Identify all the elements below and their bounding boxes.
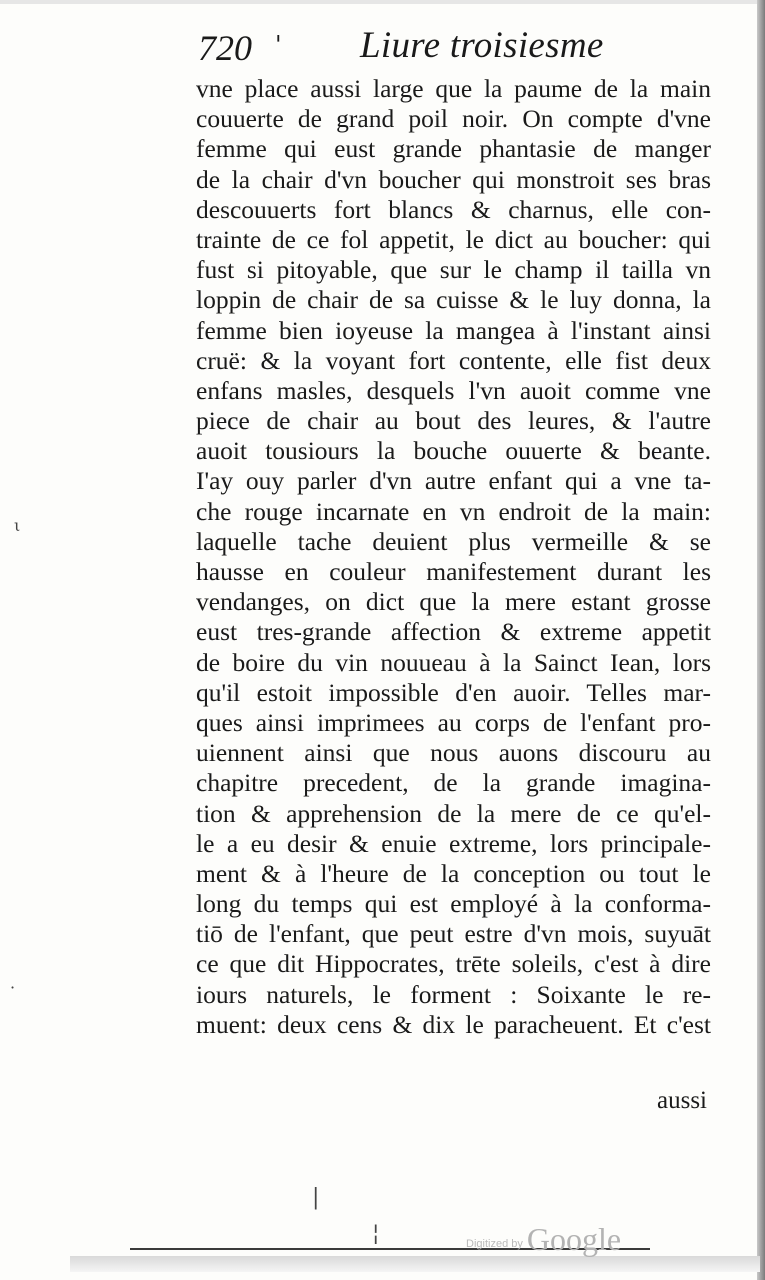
text-line: ce que dit Hippocrates, trēte soleils, c'est à dire [196, 949, 711, 979]
page-gutter-shadow [757, 0, 765, 1280]
text-line: de boire du vin nouueau à la Sainct Iean, lors [196, 647, 711, 677]
text-line: eust tres-grande affection & extreme appetit [196, 617, 711, 647]
text-line: femme bien ioyeuse la mangea à l'instant ainsi [196, 315, 711, 345]
page-top-edge [0, 0, 765, 4]
text-line: vne place aussi large que la paume de la main [196, 74, 711, 103]
text-line: enfans masles, desquels l'vn auoit comme vne [196, 375, 711, 405]
text-line: laquelle tache deuient plus vermeille & se [196, 526, 711, 556]
google-watermark [466, 1214, 621, 1258]
text-line: loppin de chair de sa cuisse & le luy donna, la [196, 285, 711, 315]
text-line: long du temps qui est employé à la conforma- [196, 889, 711, 919]
text-line: le a eu desir & enuie extreme, lors principale- [196, 828, 711, 858]
text-line: descouuerts fort blancs & charnus, elle con- [196, 194, 711, 224]
text-line: trainte de ce fol appetit, le dict au boucher: qui [196, 224, 711, 254]
text-line: couuerte de grand poil noir. On compte d'vne [196, 104, 711, 134]
text-line: uiennent ainsi que nous auons discouru au [196, 738, 711, 768]
body-text [196, 74, 711, 1040]
page-number-tick: ' [275, 31, 282, 59]
margin-speck: · [10, 978, 16, 997]
running-head: Liure troisiesme [360, 25, 604, 66]
text-line: ment & à l'heure de la conception ou tout le [196, 858, 711, 888]
margin-speck: | [312, 1185, 320, 1210]
text-line: I'ay ouy parler d'vn autre enfant qui a vne ta- [196, 466, 711, 496]
text-line: de la chair d'vn boucher qui monstroit ses bras [196, 164, 711, 194]
text-line: cruë: & la voyant fort contente, elle fist deux [196, 345, 711, 375]
catchword: aussi [657, 1087, 707, 1114]
text-line: femme qui eust grande phantasie de manger [196, 134, 711, 164]
text-line: che rouge incarnate en vn endroit de la main: [196, 496, 711, 526]
page-bottom-shadow [70, 1256, 760, 1272]
text-line: piece de chair au bout des leures, & l'autre [196, 406, 711, 436]
page-header [198, 22, 728, 72]
text-line: ques ainsi imprimees au corps de l'enfant pro- [196, 707, 711, 737]
text-line: chapitre precedent, de la grande imagina- [196, 768, 711, 798]
text-line: tiō de l'enfant, que peut estre d'vn mois, suyuāt [196, 919, 711, 949]
text-line: fust si pitoyable, que sur le champ il tailla vn [196, 255, 711, 285]
text-line: muent: deux cens & dix le paracheuent. Et c'est [196, 1009, 711, 1039]
text-line: vendanges, on dict que la mere estant grosse [196, 587, 711, 617]
margin-speck: ¦ [372, 1221, 380, 1246]
page-number: 720 [198, 28, 252, 68]
text-line: hausse en couleur manifestement durant les [196, 557, 711, 586]
text-line: qu'il estoit impossible d'en auoir. Telles mar- [196, 677, 711, 707]
google-logo: Google [526, 1221, 622, 1257]
digitized-label: Digitized by [466, 1238, 523, 1250]
text-line: iours naturels, le forment : Soixante le re- [196, 979, 711, 1009]
text-line: auoit tousiours la bouche ouuerte & beante. [196, 436, 711, 466]
text-line: tion & apprehension de la mere de ce qu'el- [196, 798, 711, 828]
margin-speck: ι [14, 516, 21, 535]
